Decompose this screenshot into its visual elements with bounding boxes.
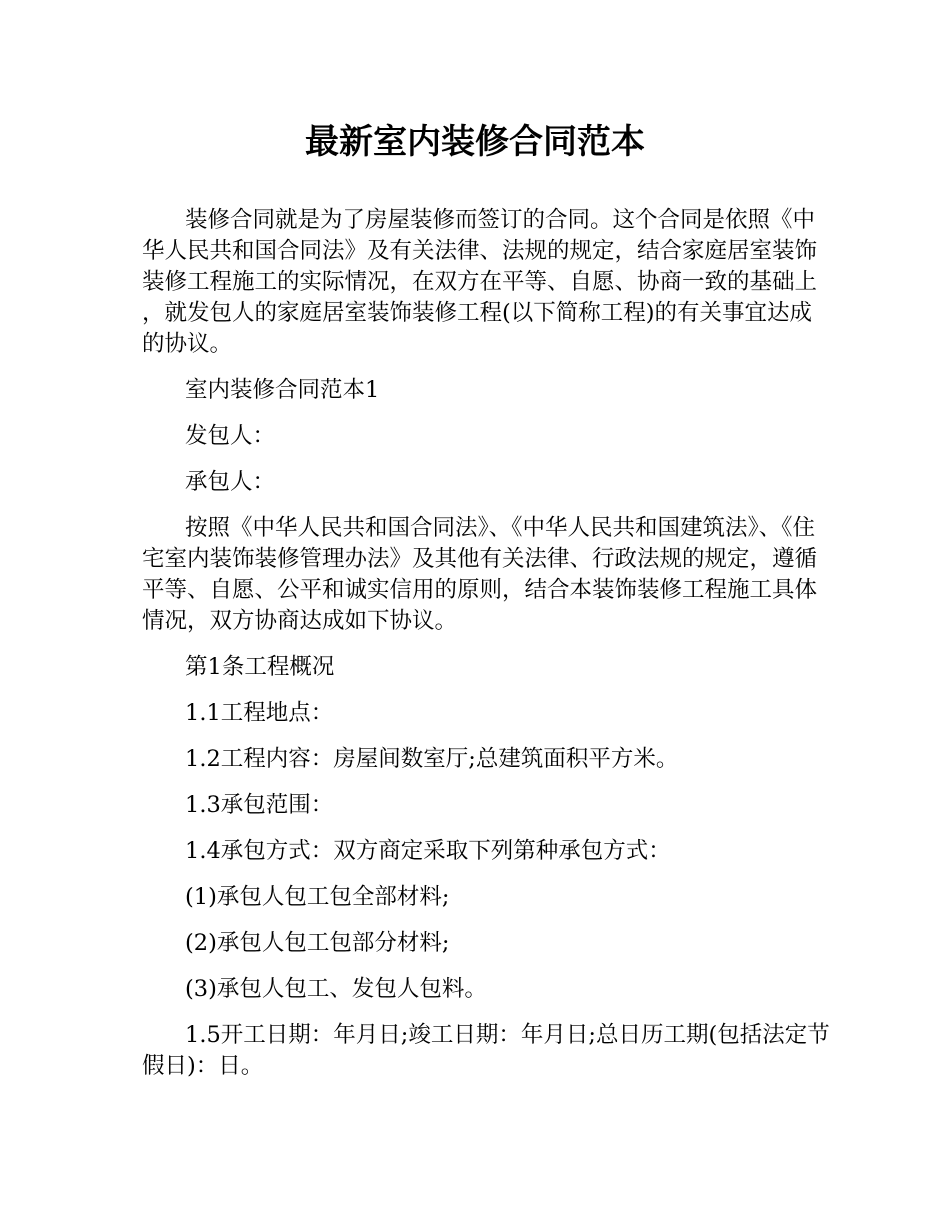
option-2: (2)承包人包工包部分材料; [185,930,450,956]
clause-1-3: 1.3承包范围： [185,792,334,818]
intro-paragraph: 装修合同就是为了房屋装修而签订的合同。这个合同是依照《中华人民共和国合同法》及有关法律、法规的规定，结合家庭居室装饰装修工程施工的实际情况，在双方在平等、自愿、协商一致的基础上，就发包人的家庭居室装饰装修工程(以下简称工程)的有关事宜达成的协议。 [142,207,818,357]
clause-1-4: 1.4承包方式：双方商定采取下列第种承包方式： [185,838,671,864]
contract-template-heading: 室内装修合同范本1 [185,377,380,403]
article-1-heading: 第1条工程概况 [185,654,335,680]
clause-1-1: 1.1工程地点： [185,700,334,726]
document-body [142,205,832,1097]
option-1: (1)承包人包工包全部材料; [185,884,450,910]
legal-basis-paragraph: 按照《中华人民共和国合同法》、《中华人民共和国建筑法》、《住宅室内装饰装修管理办法》及其他有关法律、行政法规的规定，遵循平等、自愿、公平和诚实信用的原则，结合本装饰装修工程施工具体情况，双方协商达成如下协议。 [142,515,818,634]
document-title: 最新室内装修合同范本 [305,122,645,162]
clause-1-5: 1.5开工日期：年月日;竣工日期：年月日;总日历工期(包括法定节假日)：日。 [142,1022,830,1079]
option-3: (3)承包人包工、发包人包料。 [185,976,487,1002]
clause-1-2: 1.2工程内容：房屋间数室厅;总建筑面积平方米。 [185,746,679,772]
employer-line: 发包人： [185,423,276,449]
contractor-line: 承包人： [185,469,276,495]
